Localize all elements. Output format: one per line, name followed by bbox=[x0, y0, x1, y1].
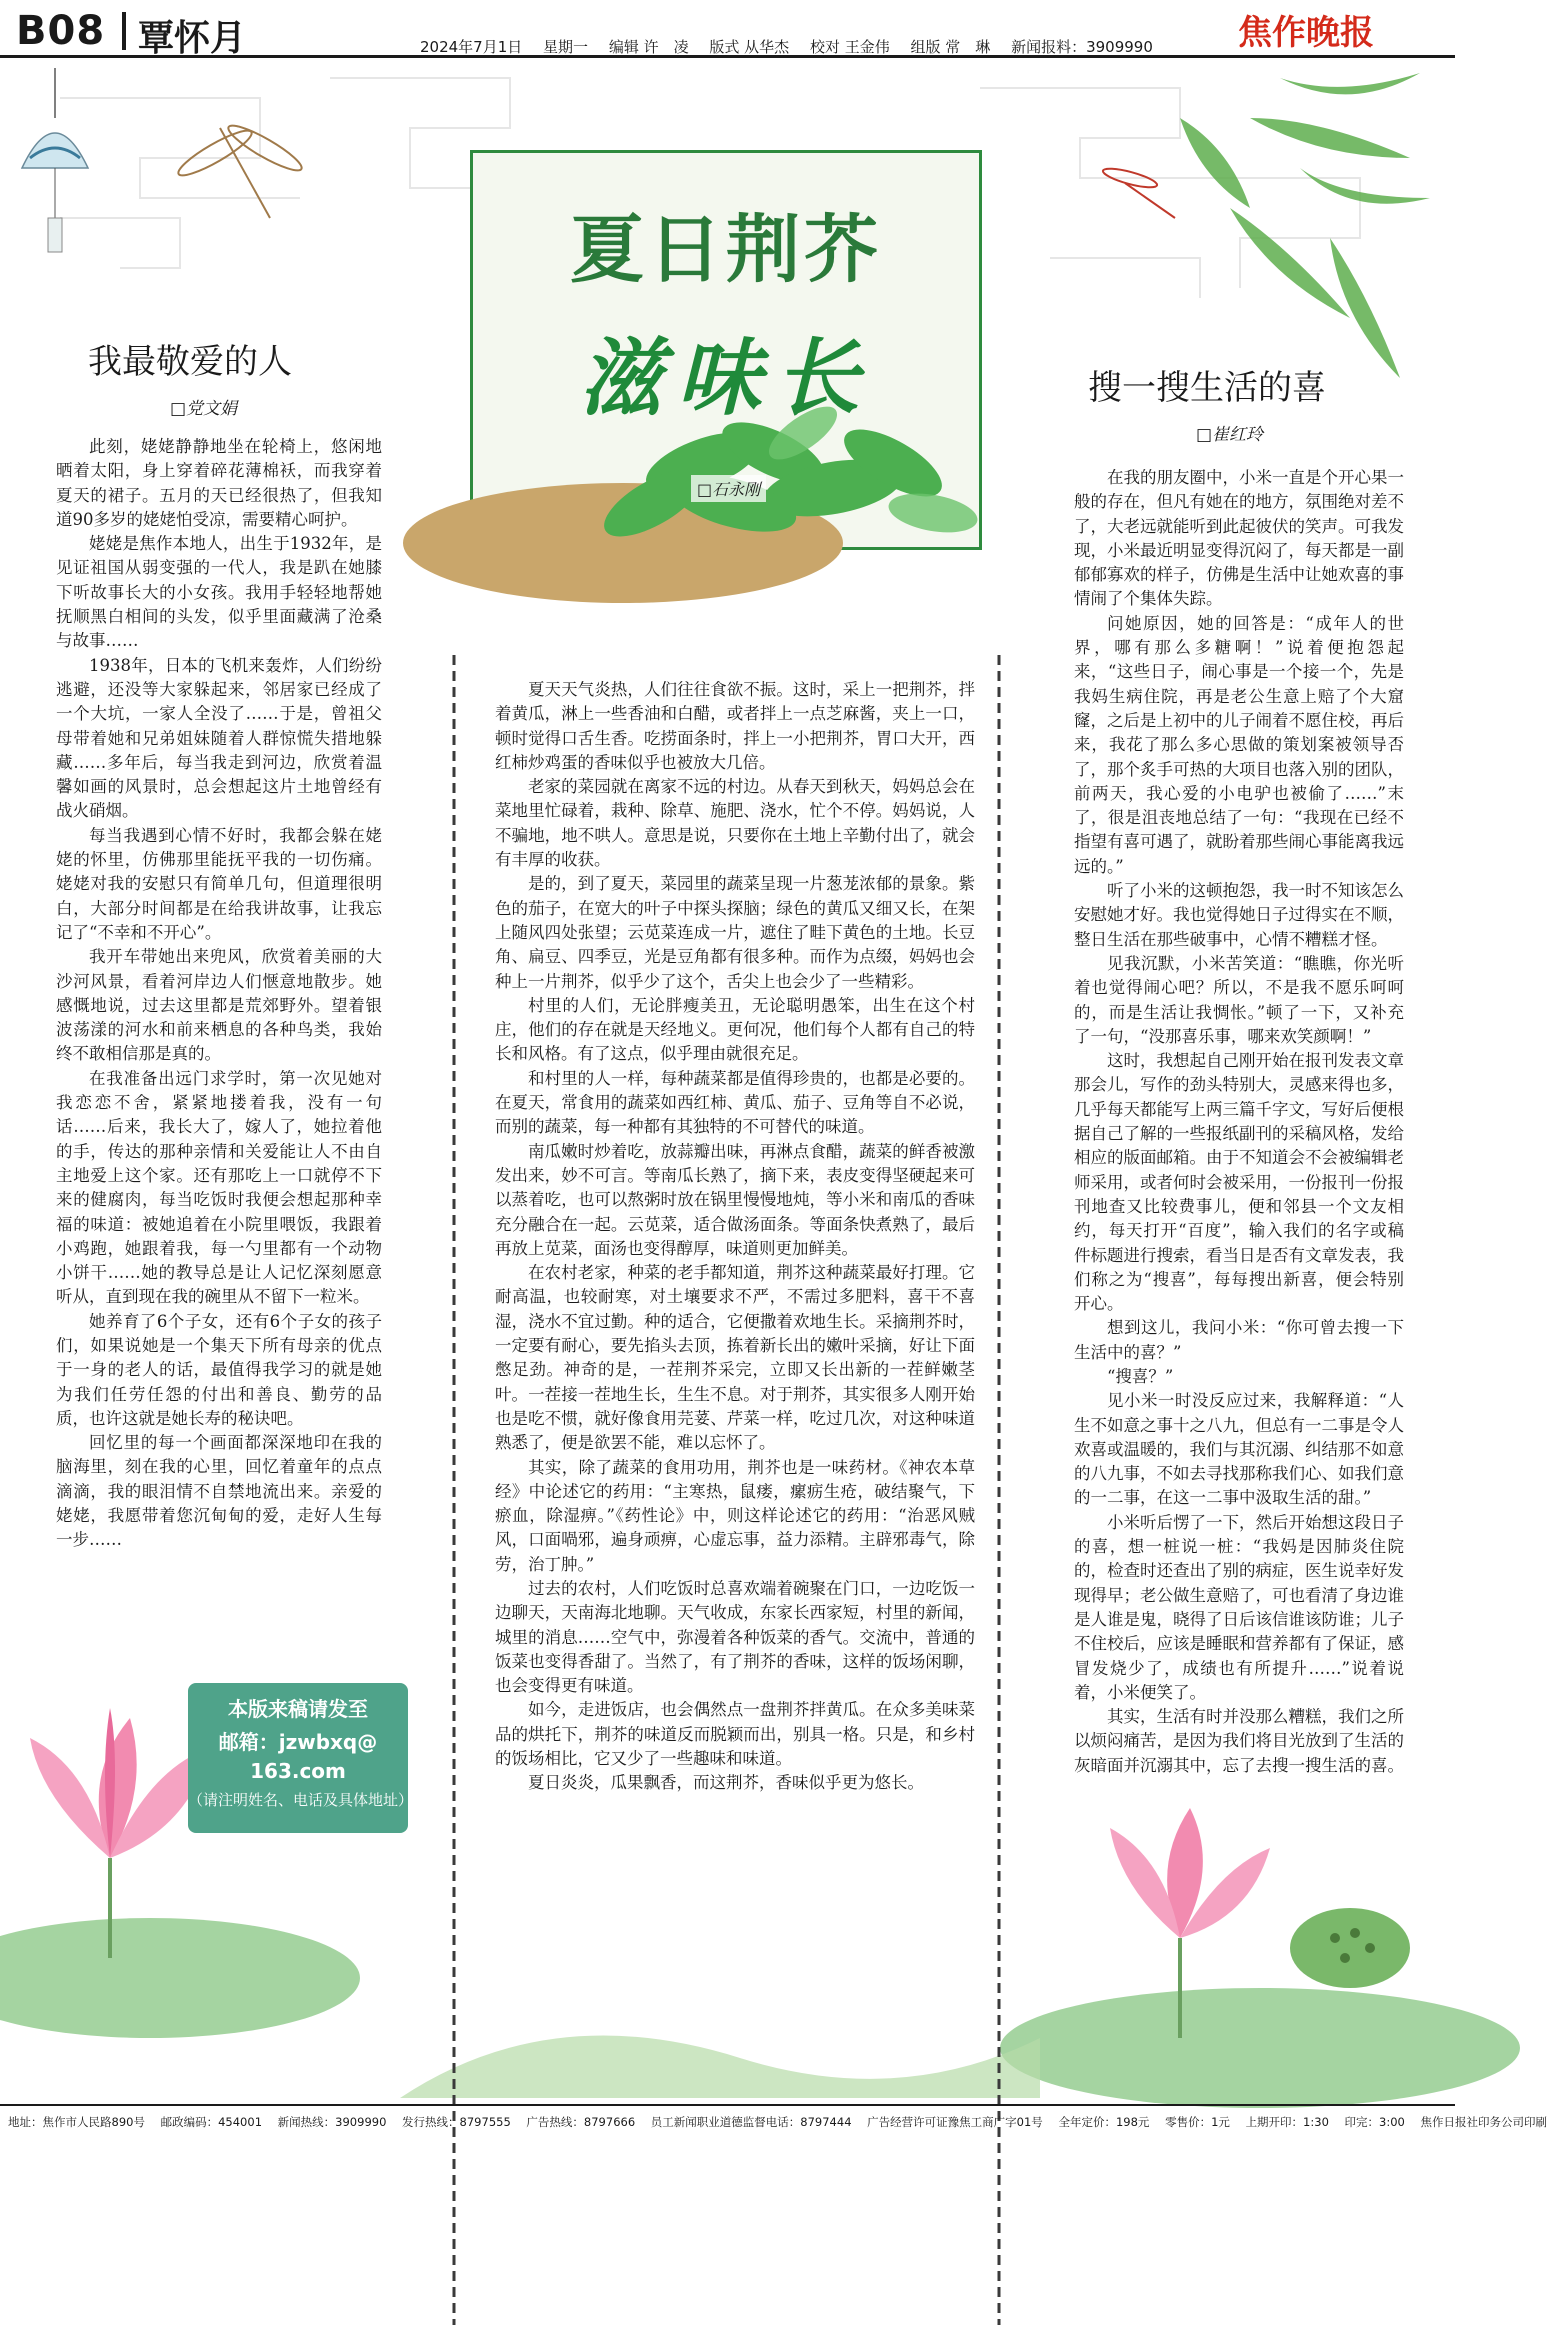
paragraph: 和村里的人一样，每种蔬菜都是值得珍贵的，也都是必要的。在夏天，常食用的蔬菜如西红柿、黄瓜、茄子、豆角等自不必说，而别的蔬菜，每一种都有其独特的不可替代的味道。 bbox=[495, 1068, 975, 1137]
footer-address: 地址：焦作市人民路890号 bbox=[8, 2115, 145, 2129]
layout-designer: 版式 从华杰 bbox=[709, 38, 790, 56]
paragraph: 这时，我想起自己刚开始在报刊发表文章那会儿，写作的劲头特别大，灵感来得也多，几乎每天都能写上两三篇千字文，写好后便根据自己了解的一些报纸副刊的采稿风格，发给相应的版面邮箱。由于不知道会不会被编辑老师采用，或者何时会被采用，一份报刊一份报刊地查又比较费事儿，便和邻县一个文友相约，每天打开“百度”，输入我们的名字或稿件标题进行搜索，看当日是否有文章发表，我们称之为“搜喜”，每每搜出新喜，便会特别开心。 bbox=[1074, 1051, 1404, 1314]
footer-print-end: 印完：3:00 bbox=[1344, 2115, 1405, 2129]
submission-notice bbox=[188, 1683, 414, 1833]
header-divider bbox=[122, 12, 126, 50]
footer-ethics-phone: 员工新闻职业道德监督电话：8797444 bbox=[650, 2115, 852, 2129]
feature-title: 夏日荆芥 bbox=[570, 207, 882, 293]
feature-title-block bbox=[470, 150, 982, 550]
feature-subtitle: 滋味长 bbox=[578, 328, 873, 427]
paragraph: 夏日炎炎，瓜果飘香，而这荆芥，香味似乎更为悠长。 bbox=[528, 1773, 924, 1793]
left-article-author: □党文娟 bbox=[170, 399, 238, 419]
footer-postcode: 邮政编码：454001 bbox=[160, 2115, 263, 2129]
paragraph: 见我沉默，小米苦笑道：“瞧瞧，你光听着也觉得闹心吧？所以，不是我不愿乐呵呵的，而是生活让我惆怅。”顿了一下，又补充了一句，“没那喜乐事，哪来欢笑颜啊！” bbox=[1074, 953, 1404, 1046]
paragraph: 我开车带她出来兜风，欣赏着美丽的大沙河风景，看着河岸边人们惬意地散步。她感慨地说，过去这里都是荒郊野外。望着银波荡漾的河水和前来栖息的各种鸟类，我始终不敢相信那是真的。 bbox=[56, 947, 382, 1064]
right-decorative-border bbox=[997, 655, 1001, 2325]
paragraph: 是的，到了夏天，菜园里的蔬菜呈现一片葱茏浓郁的景象。紫色的茄子，在宽大的叶子中探头探脑；绿色的黄瓜又细又长，在架上随风四处张望；云苋菜连成一片，遮住了畦下黄色的土地。长豆角、扁豆、四季豆，光是豆角都有很多种。而作为点缀，妈妈也会种上一片荆芥，似乎少了这个，舌尖上也会少了一些精彩。 bbox=[495, 874, 975, 991]
red-dragonfly-icon bbox=[1101, 165, 1175, 218]
paragraph: 在农村老家，种菜的老手都知道，荆芥这种蔬菜最好打理。它耐高温，也较耐寒，对土壤要求不严，不需过多肥料，喜干不喜湿，浇水不宜过勤。种的适合，它便撒着欢地生长。采摘荆芥时，一定要有耐心，要先掐头去顶，拣着新长出的嫩叶采摘，好让下面憋足劲。神奇的是，一茬荆芥采完，立即又长出新的一茬鲜嫩茎叶。一茬接一茬地生长，生生不息。对于荆芥，其实很多人刚开始也是吃不惯，就好像食用芫荽、芹菜一样，吃过几次，对这种味道熟悉了，便是欲罢不能，难以忘怀了。 bbox=[495, 1263, 975, 1453]
masthead-text: 焦作晚报 bbox=[1238, 13, 1374, 53]
masthead-logo bbox=[1238, 10, 1438, 52]
right-article-author: □崔红玲 bbox=[1196, 425, 1264, 445]
issue-date: 2024年7月1日 bbox=[420, 38, 523, 56]
paragraph: 见小米一时没反应过来，我解释道：“人生不如意之事十之八九，但总有一二事是令人欢喜或温暖的，我们与其沉溺、纠结那不如意的八九事，不如去寻找那称我们心、如我们意的一二事，在这一二事中汲取生活的甜。” bbox=[1074, 1391, 1404, 1508]
paragraph: 想到这儿，我问小米：“你可曾去搜一下生活中的喜？” bbox=[1074, 1318, 1404, 1362]
paragraph: 此刻，姥姥静静地坐在轮椅上，悠闲地晒着太阳，身上穿着碎花薄棉袄，而我穿着夏天的裙子。五月的天已经很热了，但我知道90多岁的姥姥怕受凉，需要精心呵护。 bbox=[56, 437, 382, 529]
paragraph: 在我准备出远门求学时，第一次见她对我恋恋不舍，紧紧地搂着我，没有一句话……后来，我长大了，嫁人了，她拉着他的手，传达的那种亲情和关爱能让人不由自主地爱上这个家。还有那吃上一口就停不下来的健腐肉，每当吃饭时我便会想起那种幸福的味道：被她追着在小院里喂饭，我跟着小鸡跑，她跟着我，每一勺里都有一个动物小饼干……她的教导总是让人记忆深刻愿意听从，直到现在我的碗里从不留下一粒米。 bbox=[56, 1068, 382, 1307]
footer-print-start: 上期开印：1:30 bbox=[1245, 2115, 1329, 2129]
footer-distribution-hotline: 发行热线：8797555 bbox=[402, 2115, 511, 2129]
right-article-title: 搜一搜生活的喜 bbox=[1088, 368, 1326, 408]
editor: 编辑 许 凌 bbox=[608, 38, 689, 56]
typesetter: 组版 常 琳 bbox=[910, 38, 991, 56]
paragraph: 听了小米的这顿抱怨，我一时不知该怎么安慰她才好。我也觉得她日子过得实在不顺，整日生活在那些破事中，心情不糟糕才怪。 bbox=[1074, 881, 1404, 949]
lotus-seedpod-icon bbox=[1000, 1808, 1520, 2108]
footer-ad-license: 广告经营许可证豫焦工商广字01号 bbox=[867, 2115, 1043, 2129]
feature-author: □石永刚 bbox=[691, 475, 766, 502]
paragraph: 小米听后愣了一下，然后开始想这段日子的喜，想一桩说一桩：“我妈是因肺炎住院的，检查时还查出了别的病症，医生说幸好发现得早；老公做生意赔了，可也看清了身边谁是人谁是鬼，晓得了日后该信谁该防谁；儿子不住校后，应该是睡眠和营养都有了保证，感冒发烧少了，成绩也有所提升……”说着说着，小米便笑了。 bbox=[1074, 1512, 1404, 1702]
footer-printer: 焦作日报社印务公司印刷 bbox=[1420, 2115, 1548, 2129]
proofreader: 校对 王金伟 bbox=[809, 38, 890, 56]
paragraph: 夏天天气炎热，人们往往食欲不振。这时，采上一把荆芥，拌着黄瓜，淋上一些香油和白醋，或者拌上一点芝麻酱，夹上一口，顿时觉得口舌生香。吃捞面条时，拌上一小把荆芥，胃口大开，西红柿炒鸡蛋的香味似乎也被放大几倍。 bbox=[495, 680, 975, 772]
paragraph: “搜喜？” bbox=[1107, 1366, 1174, 1386]
weekday: 星期一 bbox=[543, 38, 589, 56]
bamboo-leaves-icon bbox=[1180, 73, 1430, 378]
page-footer bbox=[0, 2104, 1548, 2143]
submission-note: （请注明姓名、电话及具体地址） bbox=[188, 1791, 414, 1809]
paragraph: 村里的人们，无论胖瘦美丑，无论聪明愚笨，出生在这个村庄，他们的存在就是天经地义。更何况，他们每个人都有自己的特长和风格。有了这点，似乎理由就很充足。 bbox=[495, 995, 975, 1064]
footer-annual-price: 全年定价：198元 bbox=[1058, 2115, 1150, 2129]
left-article-title: 我最敬爱的人 bbox=[88, 342, 292, 382]
section-title: 覃怀月 bbox=[138, 18, 247, 59]
header-meta bbox=[420, 36, 1169, 57]
news-hotline: 新闻报料：3909990 bbox=[1011, 38, 1153, 56]
paragraph: 如今，走进饭店，也会偶然点一盘荆芥拌黄瓜。在众多美味菜品的烘托下，荆芥的味道反而脱颖而出，别具一格。只是，和乡村的饭场相比，它又少了一些趣味和味道。 bbox=[495, 1700, 975, 1769]
paragraph: 在我的朋友圈中，小米一直是个开心果一般的存在，但凡有她在的地方，氛围绝对差不了，大老远就能听到此起彼伏的笑声。可我发现，小米最近明显变得沉闷了，每天都是一副郁郁寡欢的样子，仿佛是生活中让她欢喜的事情闹了个集体失踪。 bbox=[1074, 468, 1404, 609]
paragraph: 问她原因，她的回答是：“成年人的世界，哪有那么多糖啊！”说着便抱怨起来，“这些日子，闹心事是一个接一个，先是我妈生病住院，再是老公生意上赔了个大窟窿，之后是上初中的儿子闹着不愿住校，再后来，我花了那么多心思做的策划案被领导否了，那个炙手可热的大项目也落入别的团队，前两天，我心爱的小电驴也被偷了……”末了，很是沮丧地总结了一句：“我现在已经不指望有喜可遇了，就盼着那些闹心事能离我远远的。” bbox=[1074, 613, 1404, 876]
middle-article-body bbox=[495, 678, 975, 1796]
paragraph: 回忆里的每一个画面都深深地印在我的脑海里，刻在我的心里，回忆着童年的点点滴滴，我的眼泪情不自禁地流出来。亲爱的姥姥，我愿带着您沉甸甸的爱，走好人生每一步…… bbox=[56, 1433, 382, 1550]
paragraph: 其实，生活有时并没那么糟糕，我们之所以烦闷痛苦，是因为我们将目光放到了生活的灰暗面并沉溺其中，忘了去搜一搜生活的喜。 bbox=[1074, 1707, 1404, 1775]
footer-retail-price: 零售价：1元 bbox=[1165, 2115, 1230, 2129]
dragonfly-icon bbox=[174, 119, 306, 218]
paragraph: 1938年，日本的飞机来轰炸，人们纷纷逃避，还没等大家躲起来，邻居家已经成了一个大坑，一家人全没了……于是，曾祖父母带着她和兄弟姐妹随着人群惊慌失措地躲藏……多年后，每当我走到河边，欣赏着温馨如画的风景时，总会想起这片土地曾经有战火硝烟。 bbox=[56, 655, 382, 821]
page-number: B08 bbox=[16, 8, 106, 54]
paragraph: 其实，除了蔬菜的食用功用，荆芥也是一味药材。《神农本草经》中论述它的药用：“主寒热，鼠瘘，瘰疬生疮，破结聚气，下瘀血，除湿痹。”《药性论》中，则这样论述它的药用：“治恶风贼风，口面喎邪，遍身顽痹，心虚忘事，益力添精。主辟邪毒气，除劳，治丁肿。” bbox=[495, 1457, 975, 1574]
paragraph: 南瓜嫩时炒着吃，放蒜瓣出味，再淋点食醋，蔬菜的鲜香被激发出来，妙不可言。等南瓜长熟了，摘下来，表皮变得坚硬起来可以蒸着吃，也可以熬粥时放在锅里慢慢地炖，等小米和南瓜的香味充分融合在一起。云苋菜，适合做汤面条。等面条快煮熟了，最后再放上苋菜，面汤也变得醇厚，味道则更加鲜美。 bbox=[495, 1141, 975, 1258]
paragraph: 老家的菜园就在离家不远的村边。从春天到秋天，妈妈总会在菜地里忙碌着，栽种、除草、施肥、浇水，忙个不停。妈妈说，人不骗地，地不哄人。意思是说，只要你在土地上辛勤付出了，就会有丰厚的收获。 bbox=[495, 777, 975, 870]
submission-email: 邮箱：jzwbxq@ bbox=[218, 1730, 378, 1754]
footer-news-hotline: 新闻热线：3909990 bbox=[277, 2115, 387, 2129]
left-article-body bbox=[56, 435, 382, 1553]
wind-chime-icon bbox=[22, 68, 88, 252]
paragraph: 她养育了6个子女，还有6个子女的孩子们，如果说她是一个集天下所有母亲的优点于一身的老人的话，最值得我学习的就是她为我们任劳任怨的付出和善良、勤劳的品质，也许这就是她长寿的秘诀吧。 bbox=[56, 1311, 382, 1428]
right-article-body bbox=[1074, 466, 1404, 1778]
footer-ad-hotline: 广告热线：8797666 bbox=[526, 2115, 636, 2129]
bottom-green-wave bbox=[400, 2036, 1040, 2099]
left-decorative-border bbox=[452, 655, 456, 2325]
paragraph: 姥姥是焦作本地人，出生于1932年，是见证祖国从弱变强的一代人，我是趴在她膝下听故事长大的小女孩。我用手轻轻地帮她抚顺黑白相间的头发，似乎里面藏满了沧桑与故事…… bbox=[56, 534, 382, 651]
submission-line: 本版来稿请发至 bbox=[228, 1697, 368, 1721]
page-header bbox=[0, 0, 1455, 58]
submission-email-domain: 163.com bbox=[250, 1759, 346, 1783]
paragraph: 每当我遇到心情不好时，我都会躲在姥姥的怀里，仿佛那里能抚平我的一切伤痛。姥姥对我的安慰只有简单几句，但道理很明白，大部分时间都是在给我讲故事，让我忘记了“不幸和不开心”。 bbox=[56, 825, 382, 942]
paragraph: 过去的农村，人们吃饭时总喜欢端着碗聚在门口，一边吃饭一边聊天，天南海北地聊。天气收成，东家长西家短，村里的新闻，城里的消息……空气中，弥漫着各种饭菜的香气。交流中，普通的饭菜也变得香甜了。当然了，有了荆芥的香味，这样的饭场闲聊，也会变得更有味道。 bbox=[495, 1578, 975, 1696]
